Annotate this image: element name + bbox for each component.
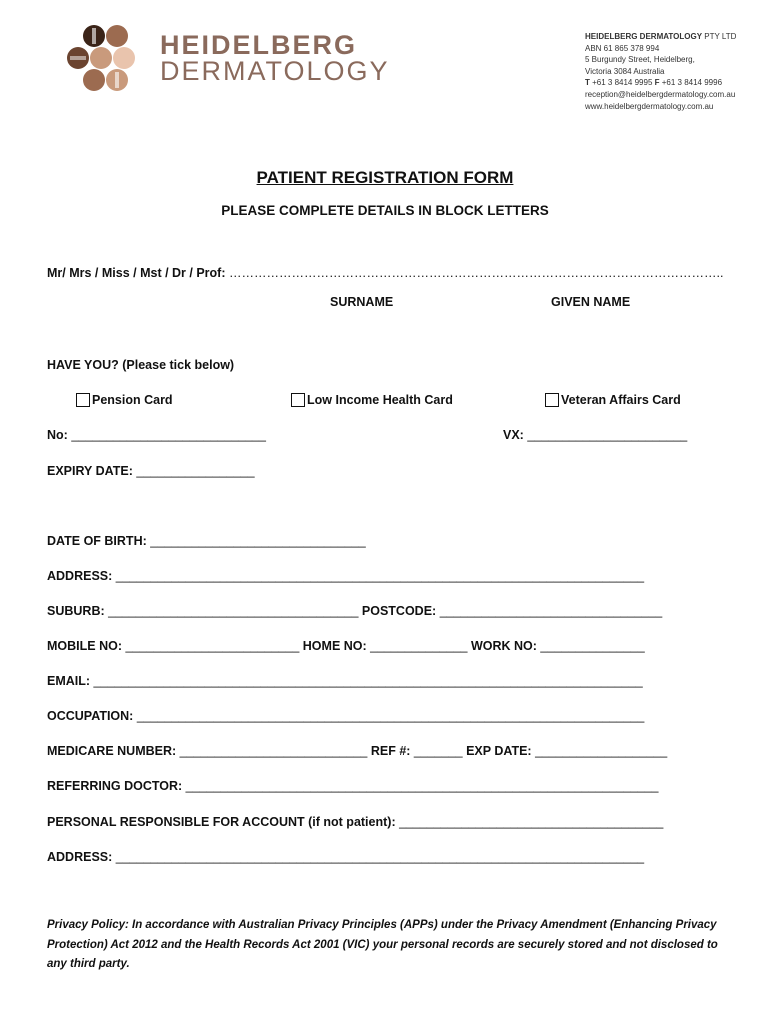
low-income-card-option[interactable] [291, 393, 453, 407]
pension-card-label: Pension Card [92, 393, 173, 407]
name-row [47, 266, 723, 280]
dob-field[interactable]: _______________________________ [150, 534, 366, 548]
company-address-2: Victoria 3084 Australia [585, 66, 665, 76]
low-income-card-label: Low Income Health Card [307, 393, 453, 407]
given-name-label: GIVEN NAME [551, 295, 631, 309]
postcode-label: POSTCODE: [361, 604, 437, 618]
surname-label: SURNAME [330, 295, 394, 309]
pension-card-option[interactable] [76, 393, 173, 407]
email-field[interactable]: _______________________________________________________________________________ [93, 674, 643, 688]
company-details [585, 31, 736, 112]
logo-circle [83, 69, 105, 91]
responsible-label: PERSONAL RESPONSIBLE FOR ACCOUNT (if not patient): [47, 815, 396, 829]
address-field[interactable]: ____________________________________________________________________________ [115, 569, 645, 583]
form-title: PATIENT REGISTRATION FORM [256, 168, 514, 187]
no-label: No: [47, 428, 68, 442]
company-phone-line [585, 77, 736, 89]
form-subtitle: PLEASE COMPLETE DETAILS IN BLOCK LETTERS [221, 203, 549, 218]
logo-circle [106, 25, 128, 47]
mobile-field[interactable]: _________________________ [125, 639, 300, 653]
work-label: WORK NO: [470, 639, 537, 653]
pension-card-checkbox[interactable] [76, 393, 90, 407]
phone-row [47, 639, 645, 653]
occupation-label: OCCUPATION: [47, 709, 134, 723]
email-row [47, 674, 643, 688]
medicare-label: MEDICARE NUMBER: [47, 744, 177, 758]
veteran-affairs-card-label: Veteran Affairs Card [561, 393, 681, 407]
vx-field[interactable]: _______________________ [527, 428, 688, 442]
dob-label: DATE OF BIRTH: [47, 534, 147, 548]
postcode-field[interactable]: ________________________________ [439, 604, 663, 618]
address-label: ADDRESS: [47, 569, 113, 583]
referring-doctor-label: REFERRING DOCTOR: [47, 779, 183, 793]
company-email: reception@heidelbergdermatology.com.au [585, 89, 736, 99]
medicare-field[interactable]: ___________________________ [179, 744, 368, 758]
name-field[interactable]: ……………………………………………………………………………………………………….. [228, 266, 724, 280]
address-row [47, 569, 644, 583]
company-abn: ABN 61 865 378 994 [585, 43, 660, 53]
brand-name-line2: DERMATOLOGY [160, 56, 390, 86]
low-income-card-checkbox[interactable] [291, 393, 305, 407]
phone-number: +61 3 8414 9995 [589, 78, 655, 88]
ref-label: REF #: [370, 744, 411, 758]
phone-label: T [585, 78, 590, 88]
responsible-field[interactable]: ______________________________________ [399, 815, 664, 829]
name-label: Mr/ Mrs / Miss / Mst / Dr / Prof: [47, 266, 226, 280]
responsible-row [47, 815, 663, 829]
card-number-row [47, 428, 266, 442]
dob-row [47, 534, 366, 548]
home-field[interactable]: ______________ [370, 639, 468, 653]
exp-date-label: EXP DATE: [466, 744, 532, 758]
work-field[interactable]: _______________ [540, 639, 645, 653]
have-you-label: HAVE YOU? (Please tick below) [47, 358, 235, 372]
expiry-field[interactable]: _________________ [136, 464, 255, 478]
company-address-1: 5 Burgundy Street, Heidelberg, [585, 55, 695, 65]
referring-doctor-row [47, 779, 658, 793]
logo [66, 24, 156, 94]
responsible-address-label: ADDRESS: [47, 850, 113, 864]
home-label: HOME NO: [302, 639, 367, 653]
suburb-field[interactable]: ____________________________________ [108, 604, 359, 618]
brand-name-line1: HEIDELBERG [160, 30, 358, 60]
occupation-row [47, 709, 644, 723]
fax-number: +61 3 8414 9996 [659, 78, 723, 88]
logo-mark-icon [66, 24, 156, 94]
expiry-row [47, 464, 255, 478]
logo-circle [90, 47, 112, 69]
mobile-label: MOBILE NO: [47, 639, 122, 653]
medicare-row [47, 744, 667, 758]
ref-field[interactable]: _______ [413, 744, 463, 758]
logo-circle [113, 47, 135, 69]
occupation-field[interactable]: _________________________________________________________________________ [136, 709, 645, 723]
card-number-field[interactable]: ____________________________ [71, 428, 266, 442]
company-name: HEIDELBERG DERMATOLOGY [585, 32, 703, 41]
veteran-affairs-card-checkbox[interactable] [545, 393, 559, 407]
vx-label: VX: [503, 428, 524, 442]
veteran-affairs-card-option[interactable] [545, 393, 681, 407]
fax-label: F [654, 78, 660, 88]
referring-doctor-field[interactable]: ____________________________________________________________________ [185, 779, 659, 793]
responsible-address-field[interactable]: ____________________________________________________________________________ [115, 850, 645, 864]
company-name-line [585, 31, 736, 43]
email-label: EMAIL: [47, 674, 91, 688]
privacy-policy-text: Privacy Policy: In accordance with Australian Privacy Principles (APPs) under the Privacy Amendment (Enhancing Privacy Protection) Act 2012 and the Health Records Act 2001 (VIC) your personal records are securely stored and not disclosed to any third party. [47, 919, 718, 970]
suburb-label: SUBURB: [47, 604, 105, 618]
suburb-row [47, 604, 662, 618]
company-website: www.heidelbergdermatology.com.au [585, 101, 714, 111]
exp-date-field[interactable]: ___________________ [535, 744, 668, 758]
expiry-label: EXPIRY DATE: [47, 464, 133, 478]
vx-row [503, 428, 687, 442]
company-suffix: PTY LTD [702, 32, 737, 41]
responsible-address-row [47, 850, 644, 864]
